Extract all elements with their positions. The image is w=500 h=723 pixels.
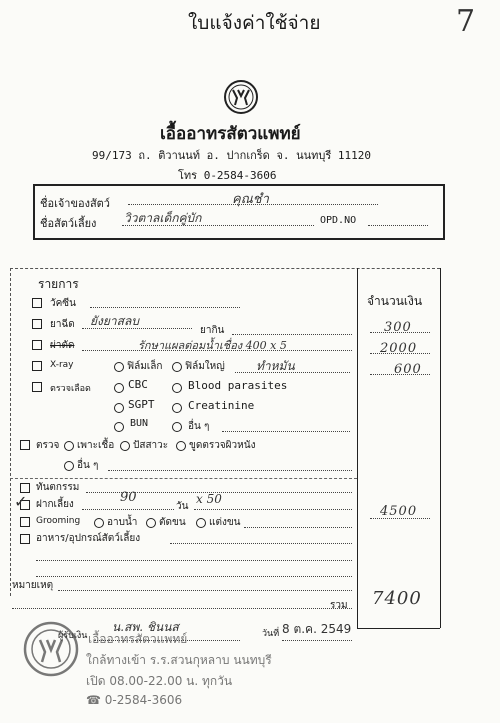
- injection-checkbox: [32, 319, 42, 329]
- urine-radio: [120, 441, 130, 451]
- film-small-radio: [114, 362, 124, 372]
- vaccine-checkbox: [32, 298, 42, 308]
- grooming-label: Grooming: [36, 516, 81, 526]
- blood-label: ตรวจเลือด: [50, 384, 91, 394]
- blood-parasites-label: Blood parasites: [188, 379, 288, 392]
- amount-4: 4500: [380, 504, 418, 519]
- food-line-3: [36, 576, 352, 577]
- injection-label: ยาฉีด: [50, 319, 75, 330]
- cbc-label: CBC: [128, 378, 148, 391]
- skin-radio: [176, 441, 186, 451]
- date-label: วันที่: [262, 629, 280, 639]
- bun-radio: [114, 422, 124, 432]
- amount-1: 300: [384, 320, 412, 335]
- boarding-day-line: [194, 509, 352, 510]
- trim-radio: [146, 518, 156, 528]
- bun-label: BUN: [130, 418, 149, 429]
- exam-label: ตรวจ: [36, 440, 60, 451]
- date-value: 8 ต.ค. 2549: [282, 622, 352, 636]
- vaccine-line: [90, 307, 240, 308]
- document-title: ใบแจ้งค่าใช้จ่าย: [188, 12, 321, 34]
- creatinine-radio: [172, 403, 182, 413]
- exam-other-label: อื่น ๆ: [77, 460, 99, 471]
- boarding-value: 90: [120, 490, 137, 505]
- date-line: [282, 640, 352, 641]
- style-label: แต่งขน: [209, 517, 241, 528]
- food-checkbox: [20, 534, 30, 544]
- boarding-label: ฝากเลี้ยง: [36, 499, 74, 510]
- xray-label: X-ray: [50, 360, 74, 370]
- receiver-label: ผู้รับเงิน: [58, 631, 88, 641]
- stamp-hours: เปิด 08.00-22.00 น. ทุกวัน: [86, 674, 233, 688]
- exam-other-radio: [64, 461, 74, 471]
- items-header: รายการ: [38, 277, 79, 291]
- total-value: 7400: [372, 588, 422, 609]
- clinic-name: เอื้ออาทรสัตวแพทย์: [160, 124, 301, 144]
- amount-column-bottom: [357, 628, 440, 629]
- opd-line: [368, 225, 428, 226]
- remarks-line-1: [58, 590, 352, 591]
- stamp-phone-row: [86, 693, 182, 707]
- film-large-label: ฟิล์มใหญ่: [185, 361, 225, 372]
- amount-3: 600: [394, 362, 422, 377]
- boarding-times: x 50: [196, 492, 222, 506]
- oral-label: ยากิน: [200, 325, 225, 336]
- trim-label: ตัดขน: [159, 517, 186, 528]
- remarks-line-2: [12, 608, 352, 609]
- film-large-radio: [172, 362, 182, 372]
- stamp-phone: 0-2584-3606: [104, 693, 183, 707]
- food-line-1: [170, 543, 352, 544]
- food-label: อาหาร/อุปกรณ์สัตว์เลี้ยง: [36, 533, 141, 544]
- urine-label: ปัสสาวะ: [133, 440, 169, 451]
- surgery-checkbox: [32, 340, 42, 350]
- sgpt-radio: [114, 403, 124, 413]
- bath-label: อาบน้ำ: [107, 517, 138, 528]
- creatinine-label: Creatinine: [188, 399, 255, 412]
- surgery-label: ผ่าตัด: [50, 340, 75, 351]
- page-mark: 7: [456, 4, 476, 39]
- amount-header: จำนวนเงิน: [367, 294, 423, 308]
- stamp-logo-icon: [22, 620, 80, 682]
- total-label: รวม: [330, 600, 348, 611]
- table-top-border: [10, 268, 440, 269]
- stamp-name: เอื้ออาทรสัตวแพทย์: [88, 632, 188, 646]
- clinic-phone: โทร 0-2584-3606: [178, 169, 277, 182]
- receiver-value: น.สพ. ชินนส: [112, 620, 179, 634]
- injection-value: ยังยาสลบ: [90, 314, 139, 328]
- culture-label: เพาะเชื้อ: [77, 440, 115, 451]
- blood-checkbox: [32, 382, 42, 392]
- stamp-location: ใกล้ทางเข้า ร.ร.สวนกุหลาบ นนทบุรี: [86, 653, 272, 667]
- owner-label: ชื่อเจ้าของสัตว์: [40, 197, 110, 210]
- vaccine-label: วัคซีน: [50, 298, 76, 309]
- blood-other-label: อื่น ๆ: [188, 421, 210, 432]
- cbc-radio: [114, 383, 124, 393]
- skin-label: ขูดตรวจผิวหนัง: [189, 440, 256, 451]
- blood-other-line: [222, 431, 350, 432]
- amount-2: 2000: [380, 341, 418, 356]
- clinic-logo-icon: [222, 78, 260, 120]
- table-left-border: [10, 268, 11, 596]
- surgery-value: รักษาแผลต่อมน้ำเชื่อง 400 x 5: [138, 339, 287, 352]
- sgpt-label: SGPT: [128, 398, 155, 411]
- opd-label: OPD.NO: [320, 215, 357, 226]
- dental-label: ทันตกรรม: [36, 482, 80, 493]
- amount-column-left: [357, 268, 358, 628]
- boarding-check-mark: ✓: [14, 492, 28, 511]
- boarding-line: [82, 509, 174, 510]
- pet-label: ชื่อสัตว์เลี้ยง: [40, 217, 97, 230]
- style-radio: [196, 518, 206, 528]
- oral-line: [232, 334, 352, 335]
- culture-radio: [64, 441, 74, 451]
- blood-other-radio: [172, 422, 182, 432]
- bath-radio: [94, 518, 104, 528]
- exam-other-line: [108, 470, 352, 471]
- film-small-label: ฟิล์มเล็ก: [127, 361, 163, 372]
- amount-line-4: [370, 518, 430, 519]
- grooming-line: [244, 527, 352, 528]
- xray-checkbox: [32, 361, 42, 371]
- amount-column-right: [440, 268, 441, 628]
- grooming-checkbox: [20, 517, 30, 527]
- food-line-2: [36, 560, 352, 561]
- phone-icon: ☎: [86, 693, 105, 707]
- exam-checkbox: [20, 440, 30, 450]
- clinic-address: 99/173 ถ. ติวานนท์ อ. ปากเกร็ด จ. นนทบุรี 11120: [92, 149, 372, 162]
- blood-parasites-radio: [172, 383, 182, 393]
- film-note: ทำหมัน: [256, 359, 295, 373]
- boarding-day-label: วัน: [176, 501, 189, 512]
- dental-separator: [10, 478, 357, 479]
- remarks-label: หมายเหตุ: [12, 580, 54, 591]
- owner-value: คุณชำ: [232, 192, 269, 207]
- pet-value: วิวตาลเด็กคู่บัก: [124, 211, 202, 225]
